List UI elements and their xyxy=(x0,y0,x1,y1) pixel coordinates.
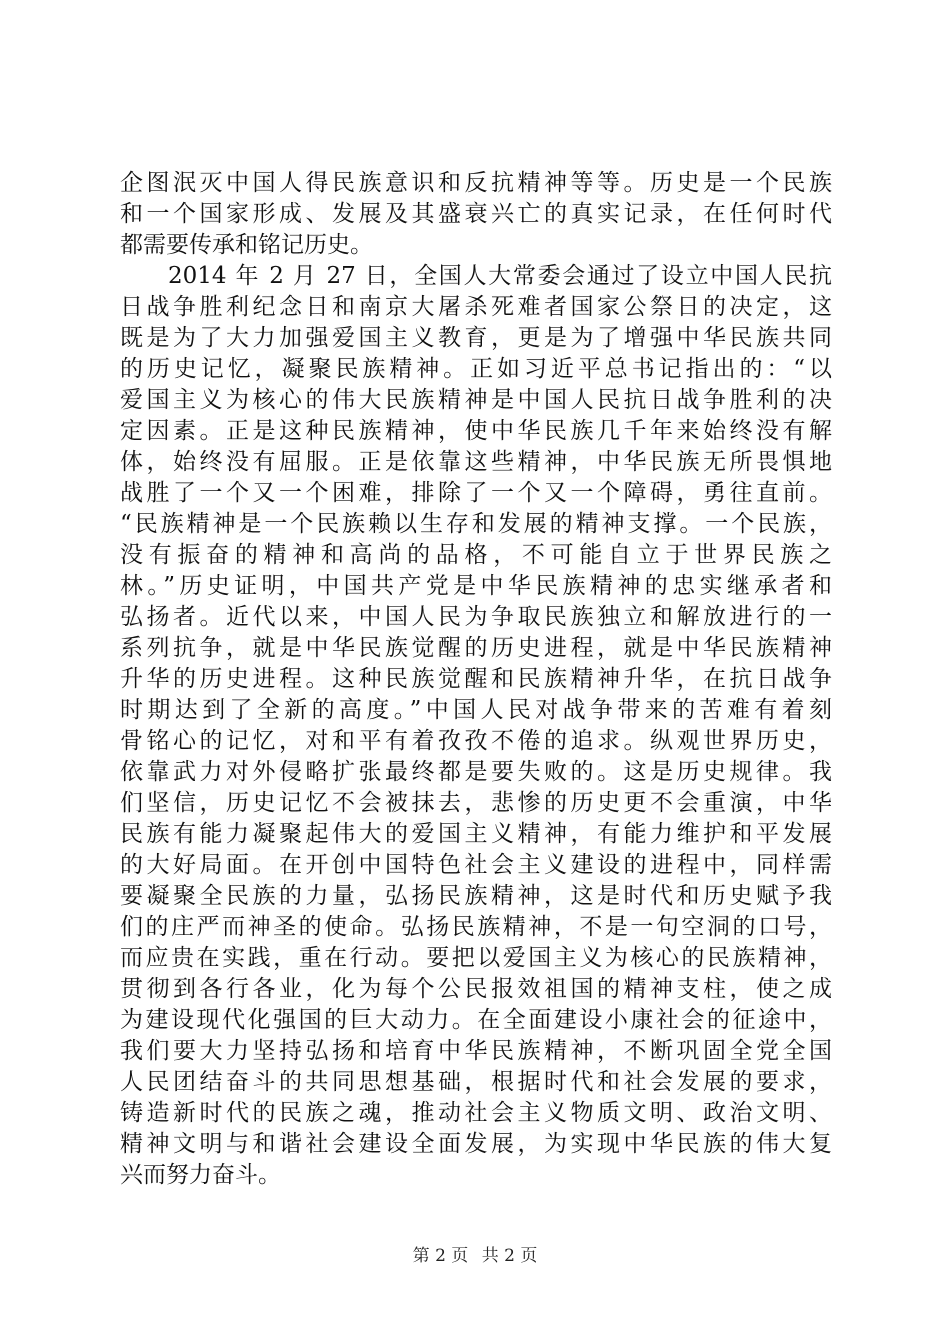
text-line: 时期达到了全新的高度。”中国人民对战争带来的苦难有着刻 xyxy=(120,697,832,723)
text-line: 们坚信，历史记忆不会被抹去，悲惨的历史更不会重演，中华 xyxy=(120,790,832,816)
text-line: 的大好局面。在开创中国特色社会主义建设的进程中，同样需 xyxy=(120,852,832,878)
text-line: 定因素。正是这种民族精神，使中华民族几千年来始终没有解 xyxy=(120,418,832,444)
text-line: 贯彻到各行各业，化为每个公民报效祖国的精神支柱，使之成 xyxy=(120,976,832,1002)
text-line: 精神文明与和谐社会建设全面发展，为实现中华民族的伟大复 xyxy=(120,1131,832,1157)
text-line: 我们要大力坚持弘扬和培育中华民族精神，不断巩固全党全国 xyxy=(120,1038,832,1064)
text-line: 日战争胜利纪念日和南京大屠杀死难者国家公祭日的决定，这 xyxy=(120,294,832,320)
text-line: 企图泯灭中国人得民族意识和反抗精神等等。历史是一个民族 xyxy=(120,170,832,196)
text-line: 2014 年 2 月 27 日，全国人大常委会通过了设立中国人民抗 xyxy=(168,263,832,289)
page-footer xyxy=(0,1245,950,1267)
page-number: 第 2 页 xyxy=(412,1246,469,1266)
text-line: 没有振奋的精神和高尚的品格，不可能自立于世界民族之 xyxy=(120,542,832,568)
text-line: 弘扬者。近代以来，中国人民为争取民族独立和解放进行的一 xyxy=(120,604,832,630)
text-line: 爱国主义为核心的伟大民族精神是中国人民抗日战争胜利的决 xyxy=(120,387,832,413)
text-line: 骨铭心的记忆，对和平有着孜孜不倦的追求。纵观世界历史， xyxy=(120,728,832,754)
text-line: 升华的历史进程。这种民族觉醒和民族精神升华，在抗日战争 xyxy=(120,666,832,692)
page-total: 共 2 页 xyxy=(481,1246,538,1266)
text-line: 要凝聚全民族的力量，弘扬民族精神，这是时代和历史赋予我 xyxy=(120,883,832,909)
text-line: 的历史记忆，凝聚民族精神。正如习近平总书记指出的：“以 xyxy=(120,356,832,382)
text-line: 们的庄严而神圣的使命。弘扬民族精神，不是一句空洞的口号， xyxy=(120,914,832,940)
text-line: 而应贵在实践，重在行动。要把以爱国主义为核心的民族精神， xyxy=(120,945,832,971)
text-line: 体，始终没有屈服。正是依靠这些精神，中华民族无所畏惧地 xyxy=(120,449,832,475)
text-line: 依靠武力对外侵略扩张最终都是要失败的。这是历史规律。我 xyxy=(120,759,832,785)
text-line: 和一个国家形成、发展及其盛衰兴亡的真实记录，在任何时代 xyxy=(120,201,832,227)
text-line: 民族有能力凝聚起伟大的爱国主义精神，有能力维护和平发展 xyxy=(120,821,832,847)
text-line: 系列抗争，就是中华民族觉醒的历史进程，就是中华民族精神 xyxy=(120,635,832,661)
text-line: 林。”历史证明，中国共产党是中华民族精神的忠实继承者和 xyxy=(120,573,832,599)
text-line: 既是为了大力加强爱国主义教育，更是为了增强中华民族共同 xyxy=(120,325,832,351)
text-line: 人民团结奋斗的共同思想基础，根据时代和社会发展的要求， xyxy=(120,1069,832,1095)
text-line: “民族精神是一个民族赖以生存和发展的精神支撑。一个民族， xyxy=(120,511,832,537)
document-body xyxy=(120,168,832,1191)
text-line: 兴而努力奋斗。 xyxy=(120,1162,281,1188)
text-line: 铸造新时代的民族之魂，推动社会主义物质文明、政治文明、 xyxy=(120,1100,832,1126)
text-line: 都需要传承和铭记历史。 xyxy=(120,232,373,258)
text-line: 为建设现代化强国的巨大动力。在全面建设小康社会的征途中， xyxy=(120,1007,832,1033)
text-line: 战胜了一个又一个困难，排除了一个又一个障碍，勇往直前。 xyxy=(120,480,832,506)
